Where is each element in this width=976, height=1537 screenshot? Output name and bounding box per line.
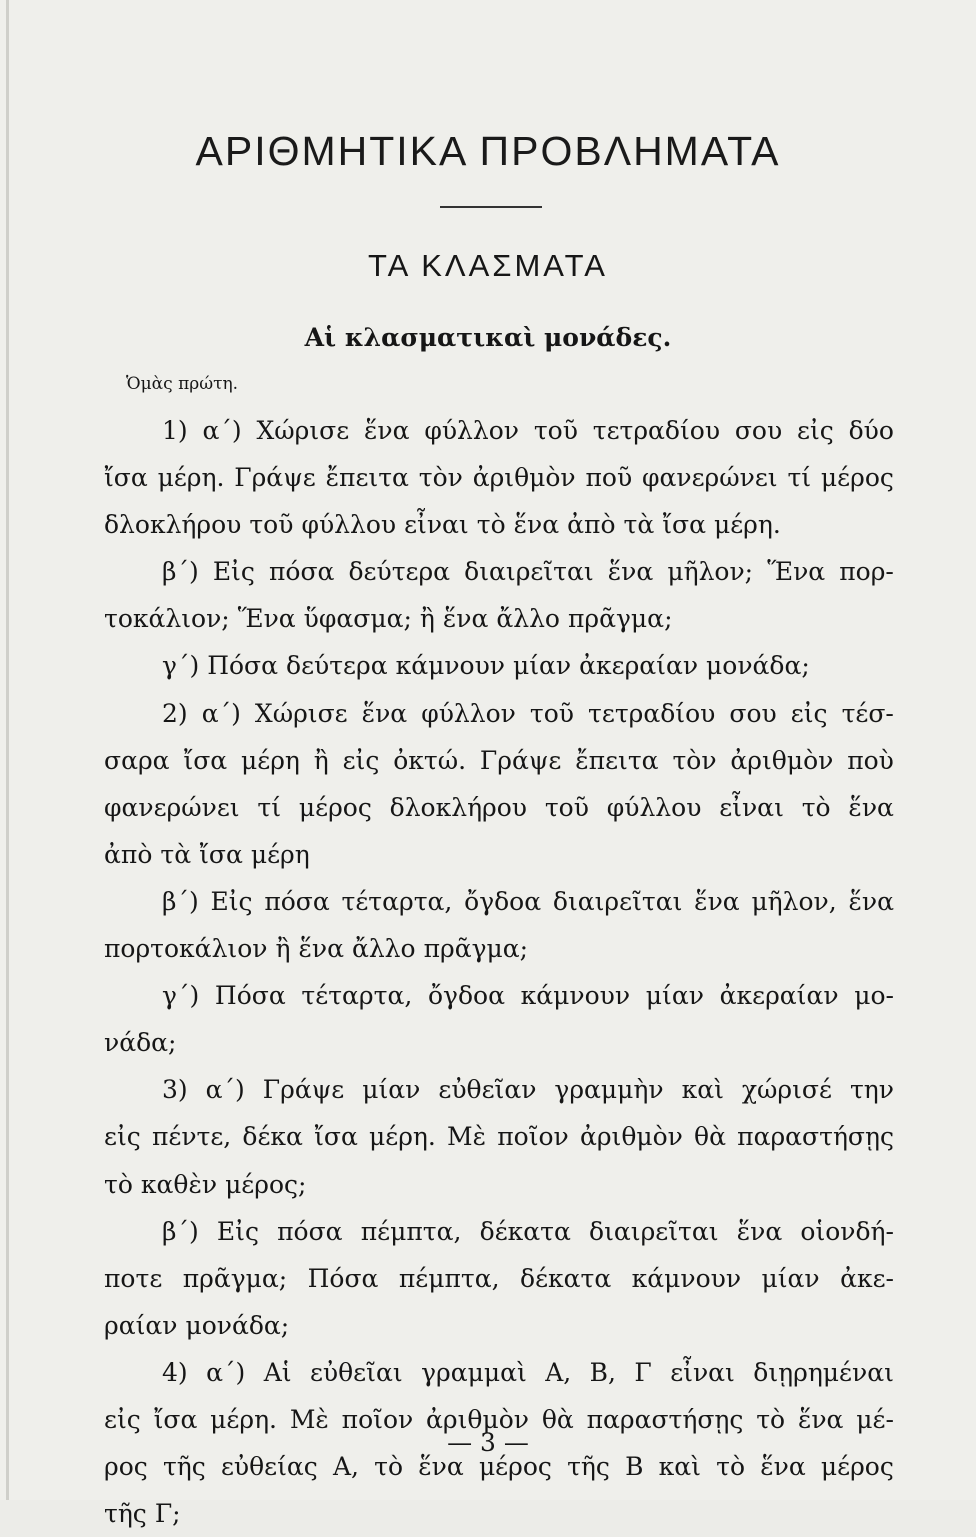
text-line: τὸ καθὲν μέρος; <box>104 1169 307 1199</box>
text-line: φανερώνει τί μέρος δλοκλήρου τοῦ φύλλου εἶναι τὸ ἕνα <box>104 792 894 822</box>
text-line: ρος τῆς εὐθείας Α, τὸ ἕνα μέρος τῆς Β καὶ τὸ ἕνα μέρος <box>104 1452 894 1482</box>
text-line: 1) α΄) Χώρισε ἕνα φύλλον τοῦ τετραδίου σου εἰς δύο <box>162 416 894 445</box>
text-line: 3) α΄) Γράψε μίαν εὐθεῖαν γραμμὴν καὶ χώρισέ την <box>162 1075 894 1105</box>
text-line: εἰς πέντε, δέκα ἴσα μέρη. Μὲ ποῖον ἀριθμὸν θὰ παραστήσῃς <box>104 1122 894 1152</box>
text-line: β΄) Εἰς πόσα δεύτερα διαιρεῖται ἕνα μῆλον; Ἕνα πορ- <box>162 557 894 587</box>
text-line: νάδα; <box>104 1028 177 1058</box>
text-line: 2) α΄) Χώρισε ἕνα φύλλον τοῦ τετραδίου σου εἰς τέσ- <box>162 698 894 728</box>
page-number: — 3 — <box>447 1428 529 1457</box>
text-line: εἰς ἴσα μέρη. Μὲ ποῖον ἀριθμὸν θὰ παραστήσῃς τὸ ἕνα μέ- <box>104 1404 894 1434</box>
text-line: ἴσα μέρη. Γράψε ἔπειτα τὸν ἀριθμὸν ποῦ φανερώνει τί μέρος <box>104 463 894 493</box>
text-line: γ΄) Πόσα τέταρτα, ὄγδοα κάμνουν μίαν ἀκεραίαν μο- <box>162 981 894 1011</box>
text-line: τῆς Γ; <box>104 1499 181 1529</box>
text-line: δλοκλήρου τοῦ φύλλου εἶναι τὸ ἕνα ἀπὸ τὰ ἴσα μέρη. <box>104 510 781 540</box>
text-line: ποτε πρᾶγμα; Πόσα πέμπτα, δέκατα κάμνουν μίαν ἀκε- <box>104 1263 894 1293</box>
text-line: β΄) Εἰς πόσα πέμπτα, δέκατα διαιρεῖται ἕνα οἱονδή- <box>162 1216 894 1246</box>
text-line: τοκάλιον; Ἕνα ὕφασμα; ἢ ἕνα ἄλλο πρᾶγμα; <box>104 604 673 634</box>
text-line: πορτοκάλιον ἢ ἕνα ἄλλο πρᾶγμα; <box>104 934 529 964</box>
page-edge <box>6 0 9 1500</box>
main-title: ΑΡΙΘΜΗΤΙΚΑ ΠΡΟΒΛΗΜΑΤΑ <box>195 128 781 174</box>
text-line: ἀπὸ τὰ ἴσα μέρη <box>104 839 310 869</box>
text-line: 4) α΄) Αἱ εὐθεῖαι γραμμαὶ Α, Β, Γ εἶναι διῃρημέναι <box>162 1357 894 1387</box>
group-label: Ὁμὰς πρώτη. <box>126 374 239 394</box>
text-line: γ΄) Πόσα δεύτερα κάμνουν μίαν ἀκεραίαν μονάδα; <box>162 651 810 681</box>
body-text <box>104 407 894 1537</box>
text-line: σαρα ἴσα μέρη ἢ εἰς ὀκτώ. Γράψε ἔπειτα τὸν ἀριθμὸν ποὺ <box>104 745 894 775</box>
title-rule <box>440 206 542 208</box>
sub-title: ΤΑ ΚΛΑΣΜΑΤΑ <box>368 248 608 283</box>
section-title: Αἱ κλασματικαὶ μονάδες. <box>304 323 672 352</box>
text-line: ραίαν μονάδα; <box>104 1310 290 1340</box>
text-line: β΄) Εἰς πόσα τέταρτα, ὄγδοα διαιρεῖται ἕνα μῆλον, ἕνα <box>162 886 894 916</box>
